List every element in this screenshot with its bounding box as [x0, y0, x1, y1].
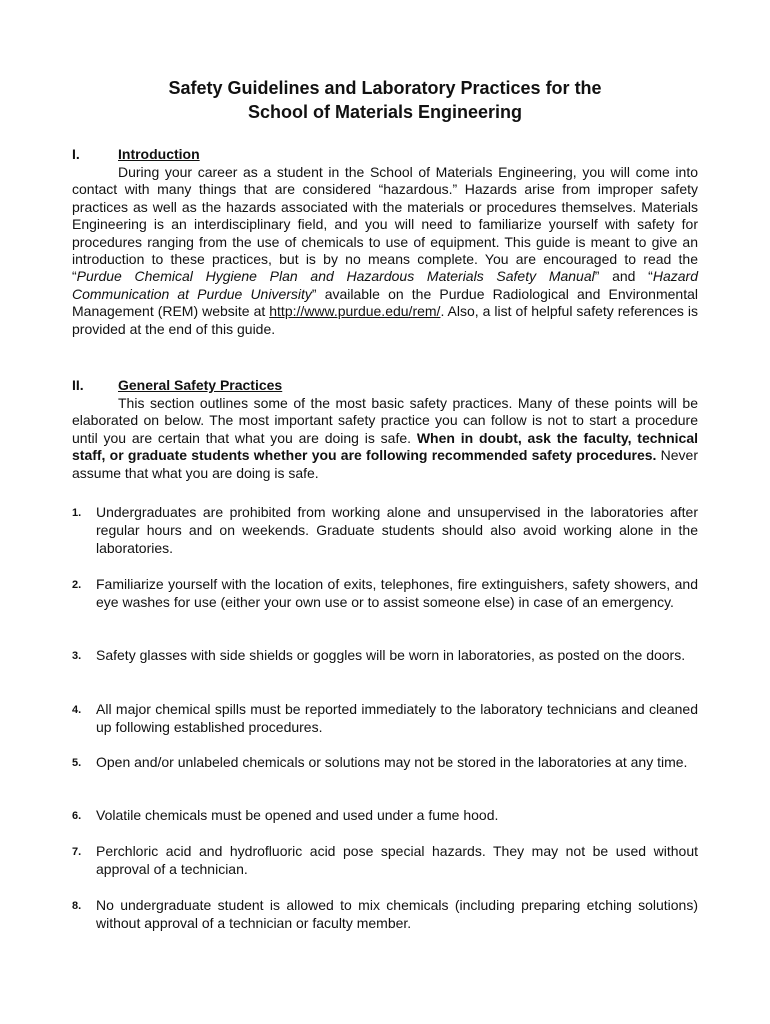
list-item-text: Undergraduates are prohibited from working alone and unsupervised in the laboratories after regular hours and on weekends. Graduate students should also avoid working alone in the laboratories.	[96, 504, 698, 556]
list-item-text: Perchloric acid and hydrofluoric acid pose special hazards. They may not be used without approval of a technician.	[96, 843, 698, 877]
section-2-heading	[72, 377, 282, 393]
section-2-title: General Safety Practices	[118, 377, 283, 393]
list-item	[72, 503, 698, 557]
list-item-number: 2.	[72, 579, 82, 591]
general-bold-text: When in doubt, ask the faculty, technical staff, or graduate students whether you are following recommended safety procedures.	[72, 429, 698, 464]
section-2-number: II.	[72, 377, 84, 393]
rem-website-link[interactable]: http://www.purdue.edu/rem/	[269, 303, 441, 320]
general-text-2: Never assume that what you are doing is safe.	[72, 447, 699, 481]
section-1-number: I.	[72, 146, 80, 162]
general-text-1: This section outlines some of the most basic safety practices. Many of these points will be elaborated on below. The most important safety practice you can follow is not to start a procedure until you are certain that what you are doing is safe.	[72, 395, 698, 446]
list-item-number: 4.	[72, 704, 82, 716]
intro-text-3: ” available on the Purdue Radiological and Environmental Management (REM) website at	[72, 285, 698, 320]
list-item-text: Familiarize yourself with the location of exits, telephones, fire extinguishers, safety showers, and eye washes for use (either your own use or to assist someone else) in case of an emergency.	[96, 576, 698, 610]
list-item-number: 8.	[72, 900, 82, 912]
title-line-2: School of Materials Engineering	[247, 102, 523, 122]
list-item	[72, 806, 698, 824]
list-item-number: 6.	[72, 810, 82, 822]
list-item	[72, 896, 698, 932]
section-1-title: Introduction	[118, 146, 200, 162]
list-item	[72, 646, 698, 664]
list-item	[72, 575, 698, 611]
title-line-1: Safety Guidelines and Laboratory Practices for the	[168, 78, 602, 98]
list-item-text: All major chemical spills must be reported immediately to the laboratory technicians and cleaned up following established procedures.	[96, 701, 698, 735]
section-1-heading	[72, 146, 200, 162]
intro-text-2: ” and “	[594, 268, 653, 285]
list-item-number: 5.	[72, 757, 82, 769]
intro-text-1: During your career as a student in the School of Materials Engineering, you will come into contact with many things that are considered “hazardous.” Hazards arise from improper safety practices as well as the hazards associated with the materials or procedures themselves. Materials Engineering is an interdisciplinary field, and you will need to familiarize yourself with safety for procedures ranging from the use of chemicals to use of equipment. This guide is meant to give an introduction to these practices, but is by no means complete. You are encouraged to read the “	[72, 164, 698, 285]
list-item-number: 1.	[72, 507, 82, 519]
list-item	[72, 842, 698, 878]
list-item-number: 7.	[72, 846, 82, 858]
list-item	[72, 753, 698, 771]
list-item-text: Safety glasses with side shields or goggles will be worn in laboratories, as posted on the doors.	[96, 647, 686, 663]
list-item	[72, 700, 698, 736]
intro-text-4: . Also, a list of helpful safety references is provided at the end of this guide.	[72, 303, 699, 337]
intro-reference-2: Hazard Communication at Purdue University	[72, 268, 698, 302]
list-item-number: 3.	[72, 650, 82, 662]
introduction-paragraph	[72, 164, 698, 338]
intro-reference-1: Purdue Chemical Hygiene Plan and Hazardous Materials Safety Manual	[76, 268, 595, 285]
list-item-text: No undergraduate student is allowed to mix chemicals (including preparing etching solutions) without approval of a technician or faculty member.	[96, 897, 698, 931]
document-title	[0, 76, 770, 124]
list-item-text: Open and/or unlabeled chemicals or solutions may not be stored in the laboratories at any time.	[96, 754, 688, 770]
general-safety-paragraph	[72, 395, 698, 482]
list-item-text: Volatile chemicals must be opened and used under a fume hood.	[96, 807, 499, 823]
